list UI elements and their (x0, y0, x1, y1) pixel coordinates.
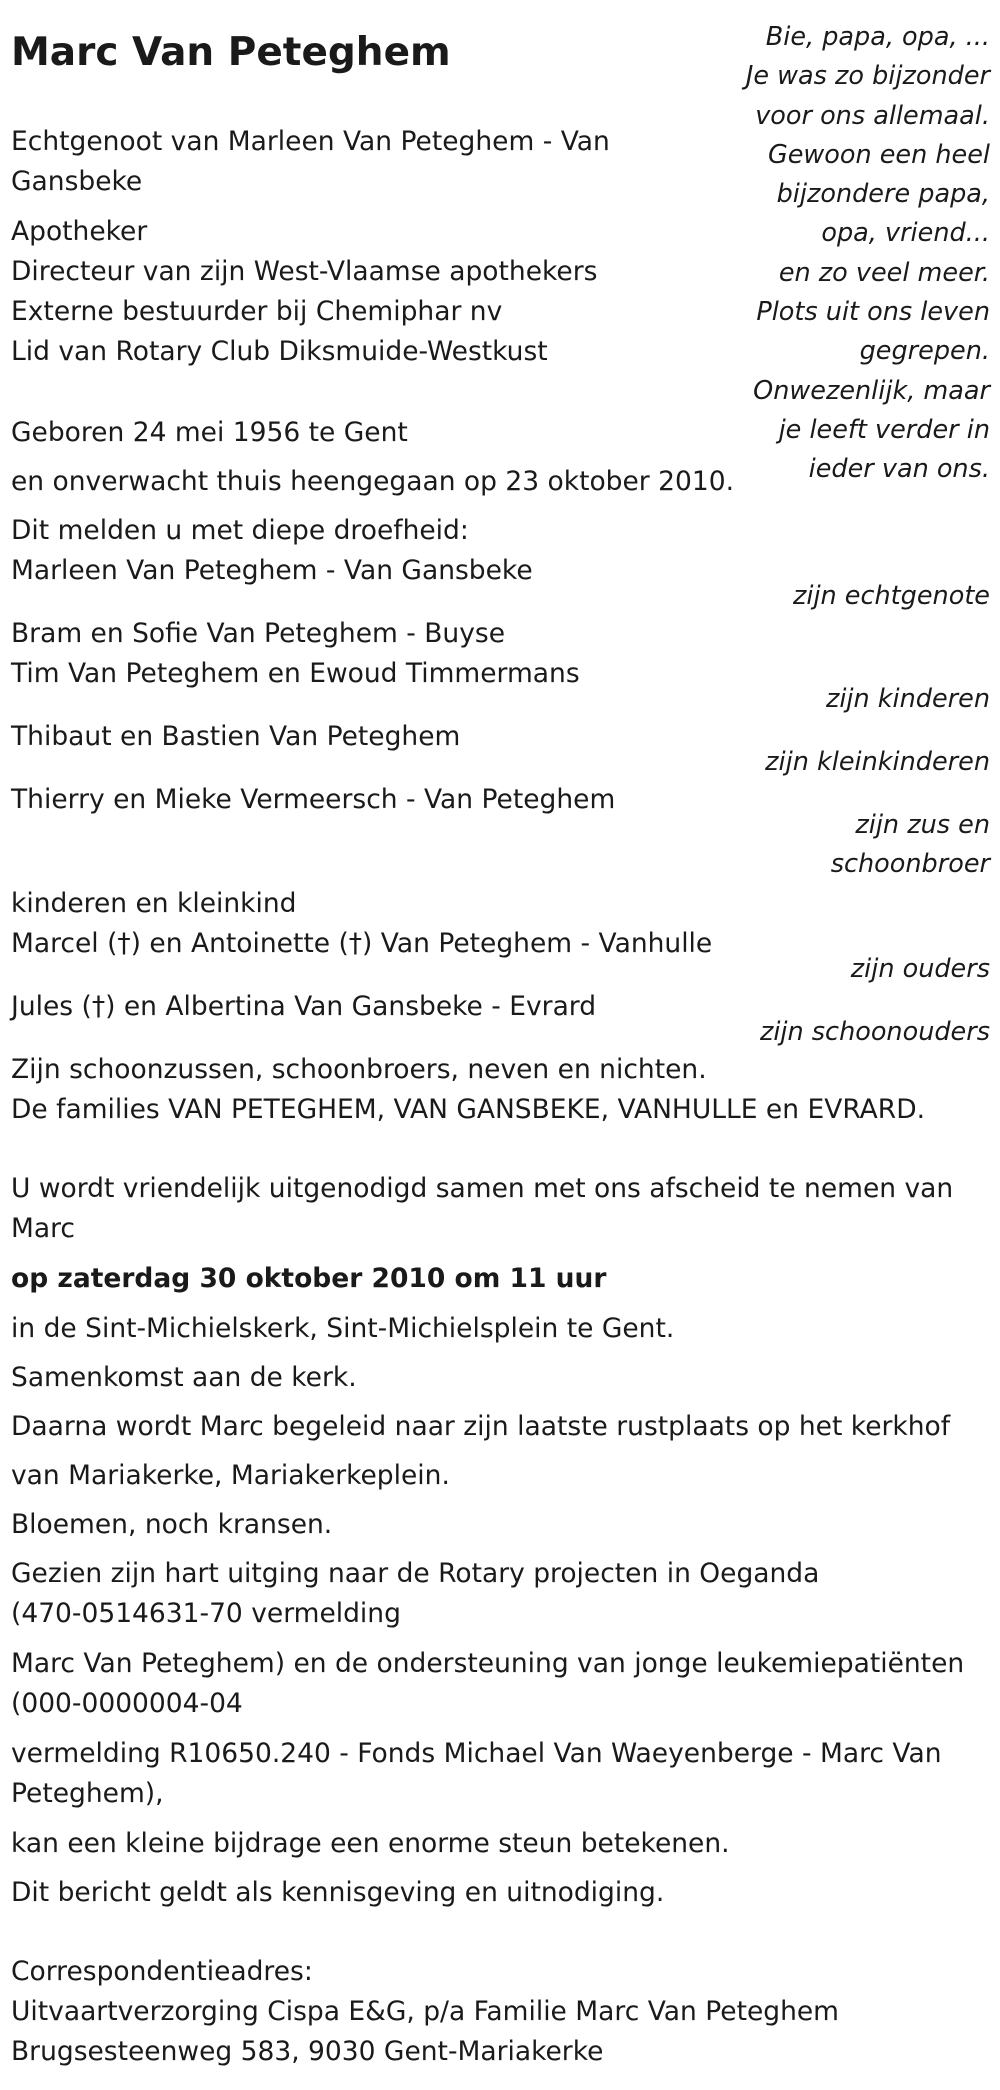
donation-line: (470-0514631-70 vermelding (11, 1598, 401, 1629)
role-kinderen: zijn kinderen (825, 684, 990, 714)
spouse-line: Echtgenoot van Marleen Van Peteghem - Van (11, 126, 610, 157)
notice-line: Dit bericht geldt als kennisgeving en uitnodiging. (11, 1877, 665, 1908)
donation-line: Peteghem), (11, 1778, 164, 1809)
relative-parents: Marcel (†) en Antoinette (†) Van Peteghem - Vanhulle (11, 928, 713, 959)
invitation (11, 1169, 991, 1249)
donation-line: Gezien zijn hart uitging naar de Rotary projecten in Oeganda (11, 1558, 820, 1589)
relative-parents-in-law: Jules (†) en Albertina Van Gansbeke - Evrard (11, 991, 597, 1022)
poem-line: Bie, papa, opa, ... (765, 22, 990, 52)
poem-line: ieder van ons. (808, 454, 990, 485)
spouse-line: Gansbeke (11, 166, 143, 197)
function-line: Apotheker (11, 216, 148, 247)
flowers-line: Bloemen, noch kransen. (11, 1509, 333, 1540)
relative-sister: Thierry en Mieke Vermeersch - Van Peteghem (11, 784, 616, 815)
relative-children-2: Tim Van Peteghem en Ewoud Timmermans (11, 658, 580, 689)
relative-families: De families VAN PETEGHEM, VAN GANSBEKE, VANHULLE en EVRARD. (11, 1094, 926, 1125)
died-line: en onverwacht thuis heengegaan op 23 oktober 2010. (11, 466, 734, 497)
ceremony-place: in de Sint-Michielskerk, Sint-Michielsplein te Gent. (11, 1313, 675, 1344)
poem-line: Gewoon een heel (767, 139, 990, 170)
role-zus-line: schoonbroer (830, 849, 990, 879)
relative-extended: Zijn schoonzussen, schoonbroers, neven en nichten. (11, 1054, 707, 1085)
poem-line: je leeft verder in (778, 414, 990, 445)
gathering-line: Samenkomst aan de kerk. (11, 1362, 357, 1393)
role-zus (670, 806, 990, 884)
poem-line: Onwezenlijk, maar (753, 375, 990, 406)
role-echtgenote: zijn echtgenote (792, 581, 990, 611)
correspondence-line: Uitvaartverzorging Cispa E&G, p/a Familie Marc Van Peteghem (11, 1996, 839, 2027)
role-zus-line: zijn zus en (855, 810, 990, 840)
deceased-name: Marc Van Peteghem (11, 30, 451, 75)
relative-children-1: Bram en Sofie Van Peteghem - Buyse (11, 618, 506, 649)
function-line: Lid van Rotary Club Diksmuide-Westkust (11, 336, 548, 367)
donation-line: (000-0000004-04 (11, 1688, 243, 1719)
relative-grandchildren: Thibaut en Bastien Van Peteghem (11, 721, 461, 752)
role-schoonouders: zijn schoonouders (759, 1017, 990, 1047)
burial-line: van Mariakerke, Mariakerkeplein. (11, 1460, 450, 1491)
poem-line: gegrepen. (859, 336, 990, 367)
donation-line: Marc Van Peteghem) en de ondersteuning van jonge leukemiepatiënten (11, 1648, 965, 1679)
donation-block-1 (11, 1554, 991, 1634)
donation-block-2 (11, 1644, 991, 1724)
born-line: Geboren 24 mei 1956 te Gent (11, 417, 408, 448)
functions-block (11, 212, 991, 372)
spouse-block (11, 122, 991, 202)
correspondence-line: Brugsesteenweg 583, 9030 Gent-Mariakerke (11, 2036, 604, 2067)
correspondence-label: Correspondentieadres: (11, 1956, 313, 1987)
burial-line: Daarna wordt Marc begeleid naar zijn laatste rustplaats op het kerkhof (11, 1411, 951, 1442)
relative-sister-family: kinderen en kleinkind (11, 888, 297, 919)
invitation-line: U wordt vriendelijk uitgenodigd samen met ons afscheid te nemen van (11, 1173, 954, 1204)
invitation-line: Marc (11, 1213, 75, 1244)
correspondence-block (11, 1952, 991, 2072)
announce-line: Dit melden u met diepe droefheid: (11, 515, 469, 546)
relative-spouse: Marleen Van Peteghem - Van Gansbeke (11, 555, 533, 586)
function-line: Directeur van zijn West-Vlaamse apothekers (11, 256, 598, 287)
role-ouders: zijn ouders (850, 954, 990, 984)
poem-line: voor ons allemaal. (755, 100, 990, 131)
ceremony-date: op zaterdag 30 oktober 2010 om 11 uur (11, 1263, 607, 1294)
poem-line: Je was zo bijzonder (745, 61, 990, 92)
role-kleinkinderen: zijn kleinkinderen (765, 747, 990, 777)
poem-line: Plots uit ons leven (756, 297, 990, 328)
poem-line: opa, vriend... (821, 218, 990, 249)
poem-line: bijzondere papa, (776, 179, 990, 210)
function-line: Externe bestuurder bij Chemiphar nv (11, 296, 503, 327)
donation-line: vermelding R10650.240 - Fonds Michael Van Waeyenberge - Marc Van (11, 1738, 942, 1769)
donation-block-3 (11, 1734, 991, 1814)
donation-closing: kan een kleine bijdrage een enorme steun betekenen. (11, 1828, 730, 1859)
poem-line: en zo veel meer. (778, 257, 990, 288)
